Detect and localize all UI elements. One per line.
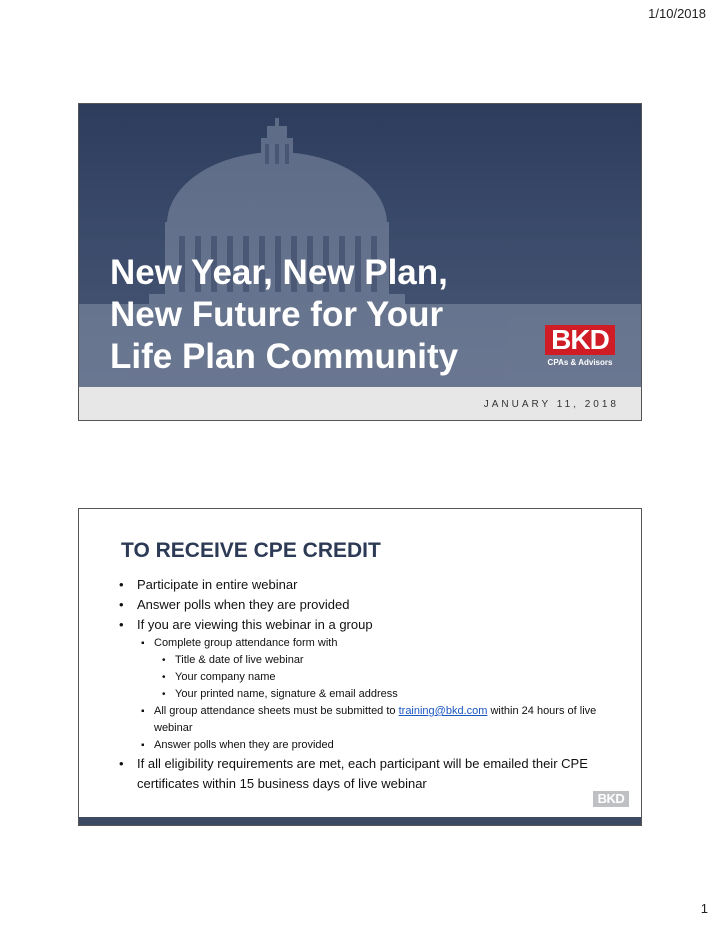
bullet-item: • Participate in entire webinar xyxy=(119,575,619,595)
bkd-logo-mark: BKD xyxy=(545,325,615,355)
training-email-link[interactable]: training@bkd.com xyxy=(398,705,488,717)
sub-bullet-item: ▪ Answer polls when they are provided xyxy=(119,737,619,754)
submission-text: All group attendance sheets must be submitted to xyxy=(154,705,399,717)
title-line-2: New Future for Your xyxy=(110,295,444,334)
sub-bullet-item: ▪ Complete group attendance form with xyxy=(119,635,619,652)
page-number: 1 xyxy=(700,901,708,916)
page-date: 1/10/2018 xyxy=(648,6,706,21)
bkd-logo-small: BKD xyxy=(593,791,629,807)
title-line-1: New Year, New Plan, xyxy=(110,253,448,292)
bullet-item: • Answer polls when they are provided xyxy=(119,595,619,615)
bullet-item: • If all eligibility requirements are met, each participant will be emailed their CPE certificates within 15 business days of live webinar xyxy=(119,754,619,794)
title-slide xyxy=(78,103,642,421)
sub-sub-bullet-item: • Title & date of live webinar xyxy=(119,652,619,669)
bkd-logo-tagline: CPAs & Advisors xyxy=(547,358,613,367)
bullet-item: • If you are viewing this webinar in a group xyxy=(119,615,619,635)
slide-heading: TO RECEIVE CPE CREDIT xyxy=(121,539,381,562)
sub-sub-bullet-item: • Your company name xyxy=(119,669,619,686)
slide-title xyxy=(110,252,530,378)
slide-footer-bar xyxy=(79,817,641,825)
cpe-credit-slide xyxy=(78,508,642,826)
capitol-background xyxy=(79,104,641,387)
bkd-logo xyxy=(545,325,615,371)
title-line-3: Life Plan Community xyxy=(110,337,459,376)
date-bar xyxy=(79,387,641,421)
bullet-list xyxy=(119,575,619,794)
sub-bullet-item xyxy=(119,703,619,737)
sub-sub-bullet-item: • Your printed name, signature & email address xyxy=(119,686,619,703)
submission-deadline-text: within 24 hours of live webinar xyxy=(154,705,597,734)
presentation-date: JANUARY 11, 2018 xyxy=(483,399,619,410)
